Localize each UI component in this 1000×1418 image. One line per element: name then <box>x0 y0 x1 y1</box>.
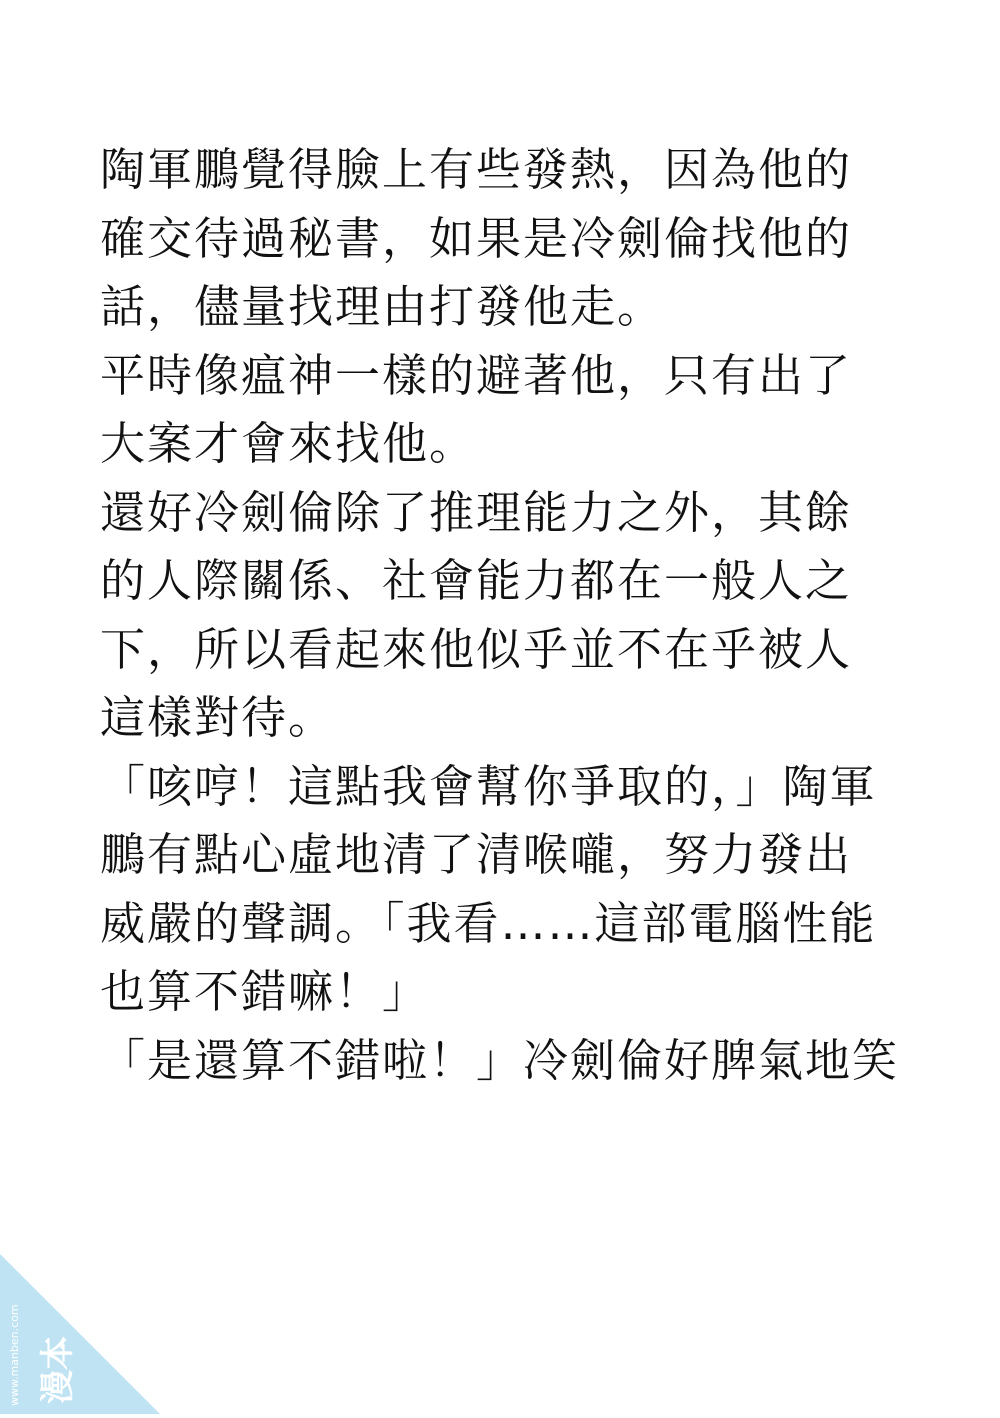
watermark-brand: 漫本 <box>38 1336 78 1404</box>
watermark-logo <box>0 1254 160 1414</box>
watermark-triangle-icon <box>0 1254 160 1414</box>
text-line: 這樣對待。 <box>100 691 336 744</box>
text-line: 大案才會來找他。 <box>100 417 477 470</box>
text-line: 鵬有點心虛地清了清喉嚨，努力發出 <box>100 828 853 881</box>
text-line: 也算不錯嘛！」 <box>100 965 430 1018</box>
text-line: 「咳哼！這點我會幫你爭取的，」陶軍 <box>100 759 877 813</box>
text-line: 還好冷劍倫除了推理能力之外，其餘 <box>100 485 853 539</box>
text-line: 威嚴的聲調。「我看……這部電腦性能 <box>100 896 877 950</box>
body-text <box>100 136 900 1095</box>
text-line: 話，儘量找理由打發他走。 <box>100 280 665 333</box>
text-line: 確交待過秘書，如果是冷劍倫找他的 <box>100 211 853 265</box>
text-line: 陶軍鵬覺得臉上有些發熱，因為他的 <box>100 143 853 196</box>
watermark-url: www.manben.com <box>8 1304 21 1406</box>
text-line: 平時像瘟神一樣的避著他，只有出了 <box>100 348 853 402</box>
text-line: 的人際關係、社會能力都在一般人之 <box>100 554 853 607</box>
text-line: 下，所以看起來他似乎並不在乎被人 <box>100 622 853 676</box>
text-line: 「是還算不錯啦！」冷劍倫好脾氣地笑 <box>100 1033 900 1087</box>
